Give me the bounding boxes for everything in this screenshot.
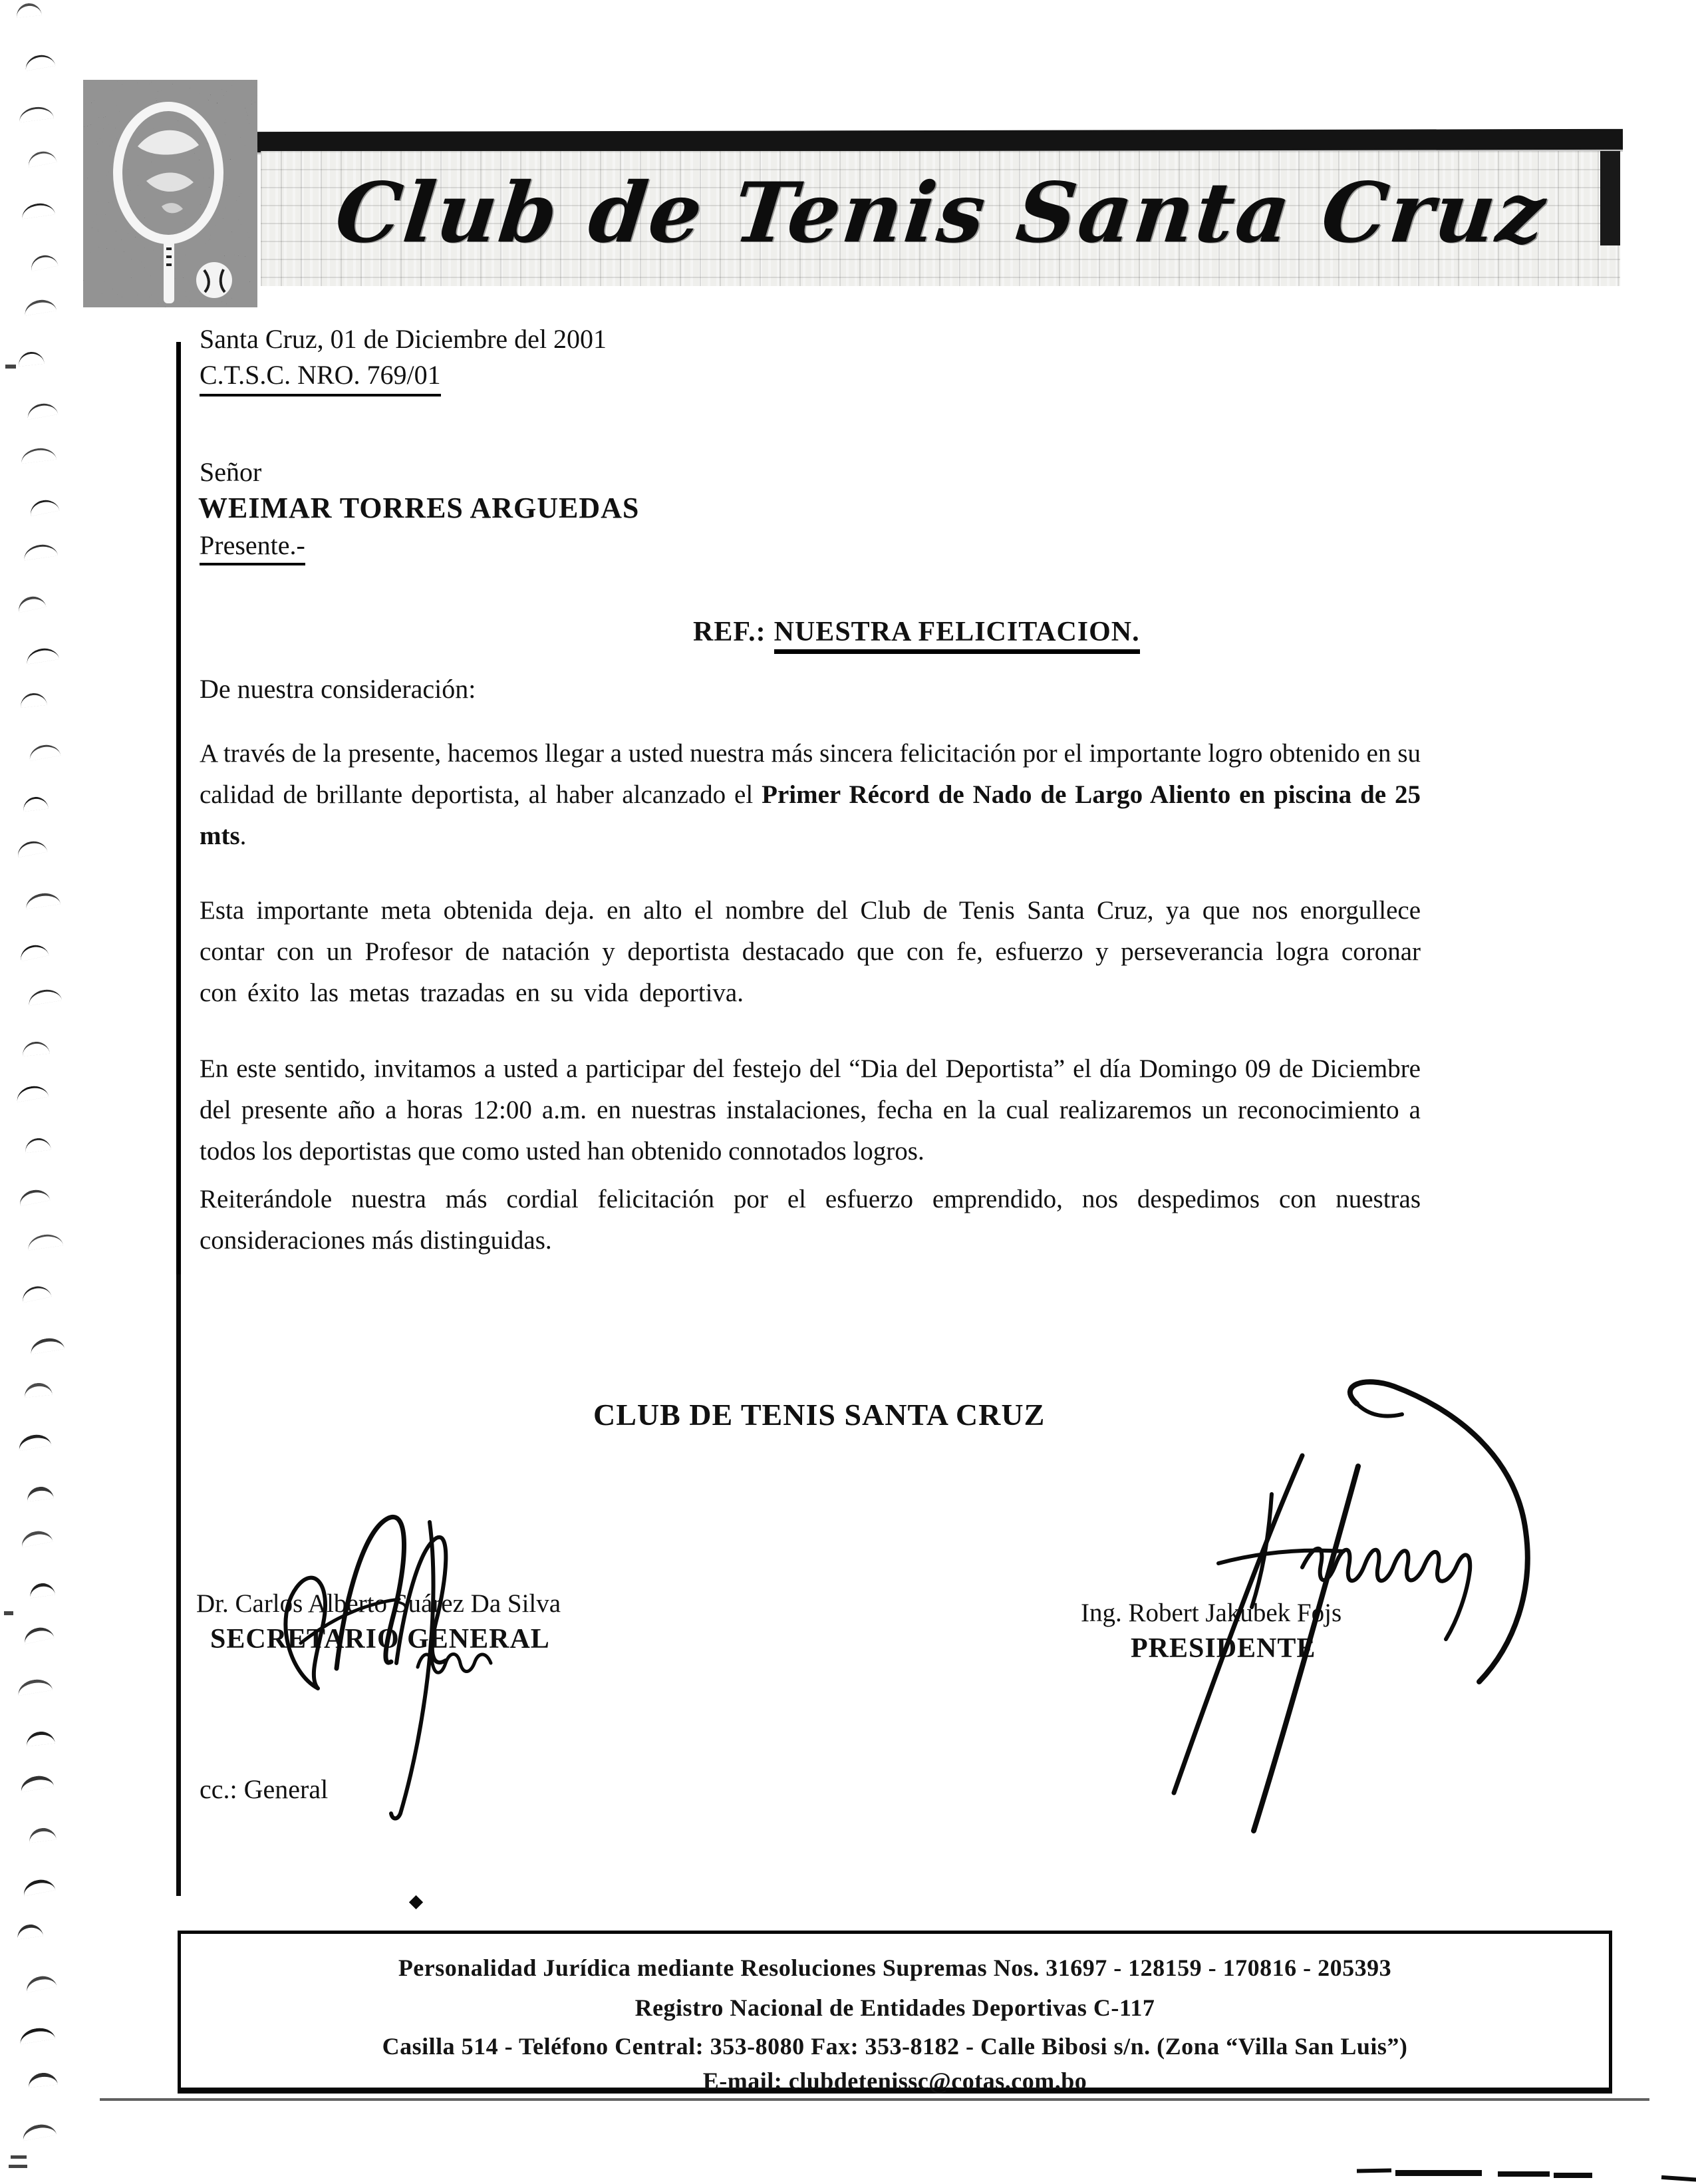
scan-dash (1357, 2169, 1391, 2173)
binding-mark (17, 351, 45, 367)
binding-mark (27, 1232, 63, 1250)
binding-mark (27, 987, 63, 1006)
date-line: Santa Cruz, 01 de Diciembre del 2001 (200, 324, 607, 354)
binding-mark (23, 543, 58, 561)
secretary-name: Dr. Carlos Alberto Suárez Da Silva (196, 1589, 561, 1618)
scan-speck (11, 2155, 27, 2159)
binding-mark (15, 2, 42, 18)
binding-mark (29, 1336, 65, 1354)
ref-subject-line (693, 616, 1140, 648)
paragraph-4: Reiterándole nuestra más cordial felicitación por el esfuerzo emprendido, nos despedimos con nuestras consideraciones más distinguidas. (200, 1185, 1421, 1255)
footer-contact-line: Casilla 514 - Teléfono Central: 353-8080 Fax: 353-8182 - Calle Bibosi s/n. (Zona “Villa San Luis”) (382, 2033, 1408, 2060)
binding-mark (22, 796, 49, 812)
binding-mark (16, 1923, 43, 1939)
binding-mark (24, 1137, 51, 1154)
ref-label: REF.: (693, 617, 766, 647)
binding-mark (21, 202, 55, 220)
binding-mark (21, 1040, 50, 1056)
paragraph-1-bold: Primer Récord de Nado de Largo Aliento en piscina de 25 mts (200, 780, 1421, 850)
scan-speck (4, 1611, 13, 1615)
secretary-title: SECRETARIO GENERAL (210, 1624, 550, 1654)
binding-mark (25, 646, 60, 664)
binding-mark (19, 2026, 55, 2044)
binding-mark (18, 105, 54, 122)
paragraph-1-text: A través de la presente, hacemos llegar a usted nuestra más sincera felicitación por el importante logro obtenido en su calidad de brillante deportista, al haber alcanzado el (200, 739, 1421, 809)
binding-mark (26, 1485, 54, 1502)
paragraph-2: Esta importante meta obtenida deja. en alto el nombre del Club de Tenis Santa Cruz, ya que nos enorgullece contar con un Profesor de natación y deportista destacado que con fe, esfuerzo y perseverancia logra coronar con éxito las metas trazadas en su vida deportiva. (200, 896, 1421, 1007)
footer-box (178, 1931, 1612, 2094)
binding-mark (28, 1827, 57, 1843)
binding-mark (28, 742, 61, 761)
binding-mark (22, 1625, 54, 1644)
club-logo (83, 80, 257, 307)
binding-mark (23, 297, 57, 315)
scan-dash (1498, 2171, 1550, 2177)
scan-speck (9, 2165, 27, 2168)
diamond-mark (409, 1895, 423, 1909)
binding-mark (29, 1581, 55, 1598)
binding-mark (19, 692, 47, 708)
binding-mark (21, 2122, 57, 2141)
presente-line: Presente.- (200, 530, 305, 565)
scan-dash (1661, 2175, 1696, 2182)
binding-mark (24, 1973, 57, 1992)
binding-mark (26, 401, 59, 420)
binding-mark (20, 446, 57, 464)
binding-mark (16, 839, 48, 858)
tennis-ball-icon (196, 262, 232, 298)
salutation: Señor (200, 457, 262, 487)
reference-number: C.T.S.C. NRO. 769/01 (200, 359, 441, 396)
scan-dash (1554, 2173, 1592, 2178)
binding-mark (26, 149, 57, 168)
president-name: Ing. Robert Jakubek Fojs (1081, 1599, 1342, 1627)
binding-mark (23, 1382, 53, 1398)
recipient-name: WEIMAR TORRES ARGUEDAS (198, 492, 640, 524)
binding-mark (25, 1730, 55, 1746)
scan-speck (5, 365, 16, 369)
paragraph-3: En este sentido, invitamos a usted a participar del festejo del “Dia del Deportista” el día Domingo 09 de Diciembre del presente año a horas 12:00 a.m. en nuestras instalaciones, fecha en la cual realizaremos un reconocimiento a todos los deportistas que como usted han obtenido connotados logros. (200, 1054, 1421, 1166)
president-title: PRESIDENTE (1131, 1633, 1316, 1664)
greeting-line: De nuestra consideración: (200, 674, 476, 704)
banner-top-bar (257, 129, 1623, 152)
club-banner-title: Club de Tenis Santa Cruz (331, 165, 1552, 261)
tennis-racket-icon (83, 80, 257, 307)
binding-mark (28, 498, 59, 516)
page-fold-line (176, 342, 181, 1896)
scan-dash (1395, 2170, 1482, 2176)
binding-mark (20, 1284, 51, 1303)
binding-mark (18, 1187, 51, 1206)
binding-mark (16, 594, 46, 613)
footer-legal-line: Personalidad Jurídica mediante Resoluciones Supremas Nos. 31697 - 128159 - 170816 - 205393 (398, 1954, 1392, 1981)
binding-mark (27, 2072, 58, 2088)
ref-subject: NUESTRA FELICITACION. (774, 617, 1140, 654)
binding-mark (17, 1432, 52, 1451)
footer-scan-line (100, 2098, 1649, 2101)
binding-mark (25, 891, 61, 909)
organization-name: CLUB DE TENIS SANTA CRUZ (593, 1398, 1046, 1432)
binding-mark (18, 943, 49, 962)
footer-registry-line: Registro Nacional de Entidades Deportivas C-117 (635, 1994, 1155, 2021)
cc-line: cc.: General (200, 1774, 329, 1804)
binding-mark (29, 253, 58, 271)
footer-email-line: E-mail: clubdetenissc@cotas.com.bo (702, 2068, 1087, 2094)
binding-mark (20, 1529, 53, 1548)
binding-mark (17, 1677, 53, 1696)
binding-mark (22, 1877, 56, 1897)
binding-mark (24, 53, 56, 71)
binding-mark (15, 1084, 49, 1102)
binding-mark (19, 1774, 55, 1792)
paragraph-1 (200, 733, 1421, 857)
paragraph-1-tail: . (239, 822, 247, 850)
